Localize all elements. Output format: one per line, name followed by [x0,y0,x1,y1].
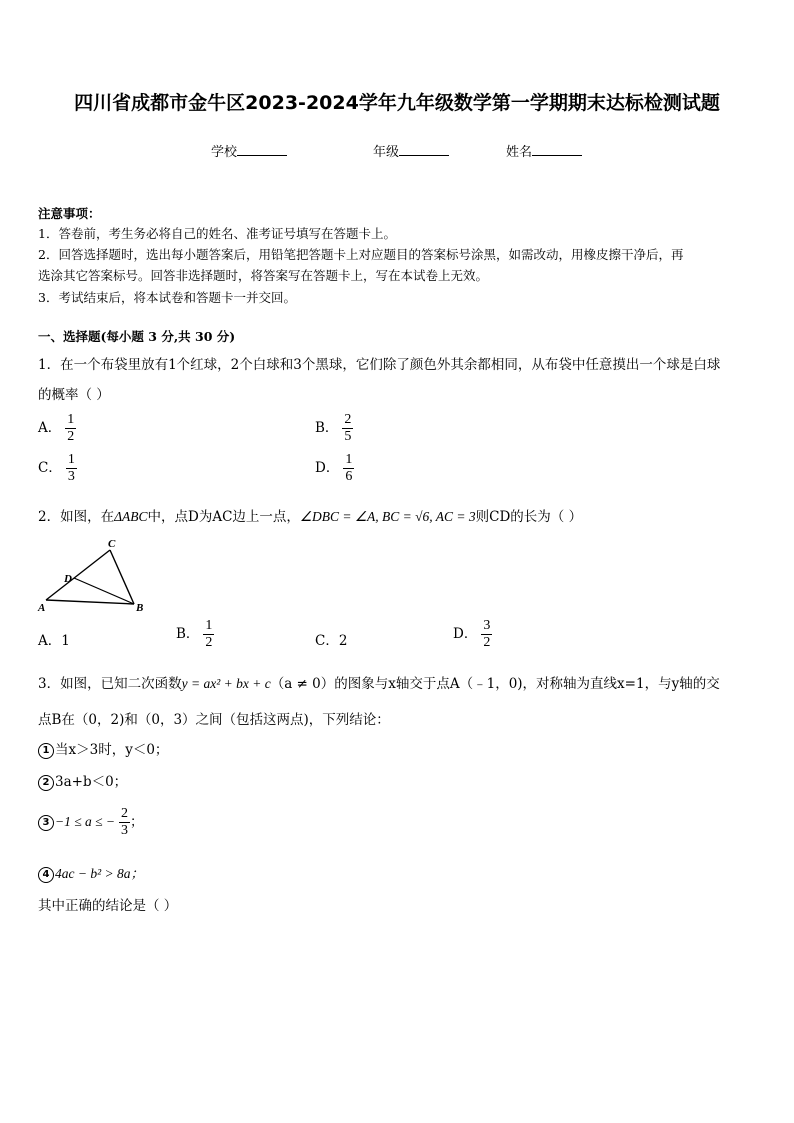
section-heading: 一、选择题(每小题 3 分,共 30 分) [38,329,236,344]
fraction [203,618,214,651]
option-value: 2 [338,633,348,649]
option-label: C． [315,633,339,649]
denominator: 2 [483,635,491,650]
page-title: 四川省成都市金牛区2023-2024学年九年级数学第一学期期末达标检测试题 [74,92,720,114]
denominator: 5 [344,429,352,444]
fraction [481,618,492,651]
option-value: 1 [61,633,70,649]
q2-suffix: 则CD的长为（ ） [475,509,583,525]
q3-closing: 其中正确的结论是（ ） [38,898,178,914]
denominator: 3 [121,823,129,838]
conclusion-text: 当x＞3时，y＜0； [55,742,169,758]
fraction [65,412,76,445]
option-label: A． [38,633,62,649]
circled-number-icon: 3 [38,815,54,831]
notice-heading: 注意事项： [38,206,101,221]
q2-option-a [38,629,70,649]
name-field [506,141,582,160]
side-ac [46,550,110,600]
grade-field [373,141,449,160]
segment-db [74,578,134,604]
fraction [343,452,354,485]
numerator: 1 [345,452,353,467]
q3-conclusion-1 [38,738,168,759]
option-label: C． [38,460,62,476]
q1-line-2: 的概率（ ） [38,387,110,403]
label-d: D [64,573,72,585]
fraction [66,452,77,485]
circled-number-icon: 1 [38,743,54,759]
q3-function: y = ax² + bx + c [181,676,271,691]
q1-option-a [38,412,76,445]
q1-option-b [315,412,353,445]
conclusion-end: ； [130,814,144,830]
q3-conclusion-4 [38,862,144,883]
q2-option-b [176,618,214,651]
q3-line-1 [38,672,720,692]
option-label: B． [176,626,200,642]
circled-number-icon: 4 [38,867,54,883]
numerator: 3 [483,618,491,633]
school-blank [237,143,287,156]
q3-condition: （a ≠ 0） [270,676,335,692]
q3-lead: 3．如图，已知二次函数 [38,676,182,692]
q2-mid: 中，点D为AC边上一点， [147,509,300,525]
conclusion-text: 3a+b＜0； [55,774,128,790]
numerator: 1 [67,452,75,467]
denominator: 2 [205,635,213,650]
option-label: A． [38,420,62,436]
circled-number-icon: 2 [38,775,54,791]
conclusion-text: 4ac − b² > 8a； [55,866,145,881]
option-label: B． [315,420,339,436]
q2-stem [38,505,582,525]
triangle-figure [36,536,151,616]
label-a: A [38,602,46,614]
q1-line-1: 1．在一个布袋里放有1个红球，2个白球和3个黑球，它们除了颜色外其余都相同，从布袋中任意摸出一个球是白球 [38,357,721,373]
school-label: 学校 [211,145,238,160]
q3-conclusion-3 [38,806,144,839]
q2-option-c [315,629,347,649]
fraction [119,806,130,839]
notice-item-2a: 2．回答选择题时，选出每小题答案后，用铅笔把答题卡上对应题目的答案标号涂黑，如需改动，用橡皮擦干净后，再 [38,247,684,262]
q3-line-2: 点B在（0，2)和（0，3）之间（包括这两点)，下列结论： [38,712,390,728]
grade-label: 年级 [373,145,400,160]
denominator: 6 [345,469,353,484]
q1-option-c [38,452,77,485]
side-cb [110,550,134,604]
denominator: 3 [67,469,75,484]
grade-blank [399,143,449,156]
notice-item-3: 3．考试结束后，将本试卷和答题卡一并交回。 [38,290,296,305]
q3-line-1-tail: 的图象与x轴交于点A（﹣1，0)，对称轴为直线x=1，与y轴的交 [334,676,720,692]
option-label: D． [453,626,478,642]
school-field [211,141,287,160]
q2-condition: ∠DBC = ∠A, BC = √6, AC = 3 [299,509,476,524]
notice-item-1: 1．答卷前，考生务必将自己的姓名、准考证号填写在答题卡上。 [38,226,396,241]
q3-conclusion-2 [38,770,127,791]
conclusion-text: −1 ≤ a ≤ − [55,814,116,829]
numerator: 1 [67,412,75,427]
denominator: 2 [67,429,75,444]
q1-option-d [315,452,354,485]
numerator: 2 [344,412,352,427]
label-c: C [108,538,116,550]
q2-option-d [453,618,492,651]
q2-prefix: 2．如图，在 [38,509,115,525]
label-b: B [136,602,144,614]
name-label: 姓名 [506,145,533,160]
q2-triangle: ΔABC [114,509,148,524]
name-blank [532,143,582,156]
fraction [342,412,353,445]
notice-item-2b: 选涂其它答案标号。回答非选择题时，将答案写在答题卡上，写在本试卷上无效。 [38,268,489,283]
numerator: 2 [121,806,129,821]
option-label: D． [315,460,340,476]
numerator: 1 [205,618,213,633]
side-ab [46,600,134,604]
